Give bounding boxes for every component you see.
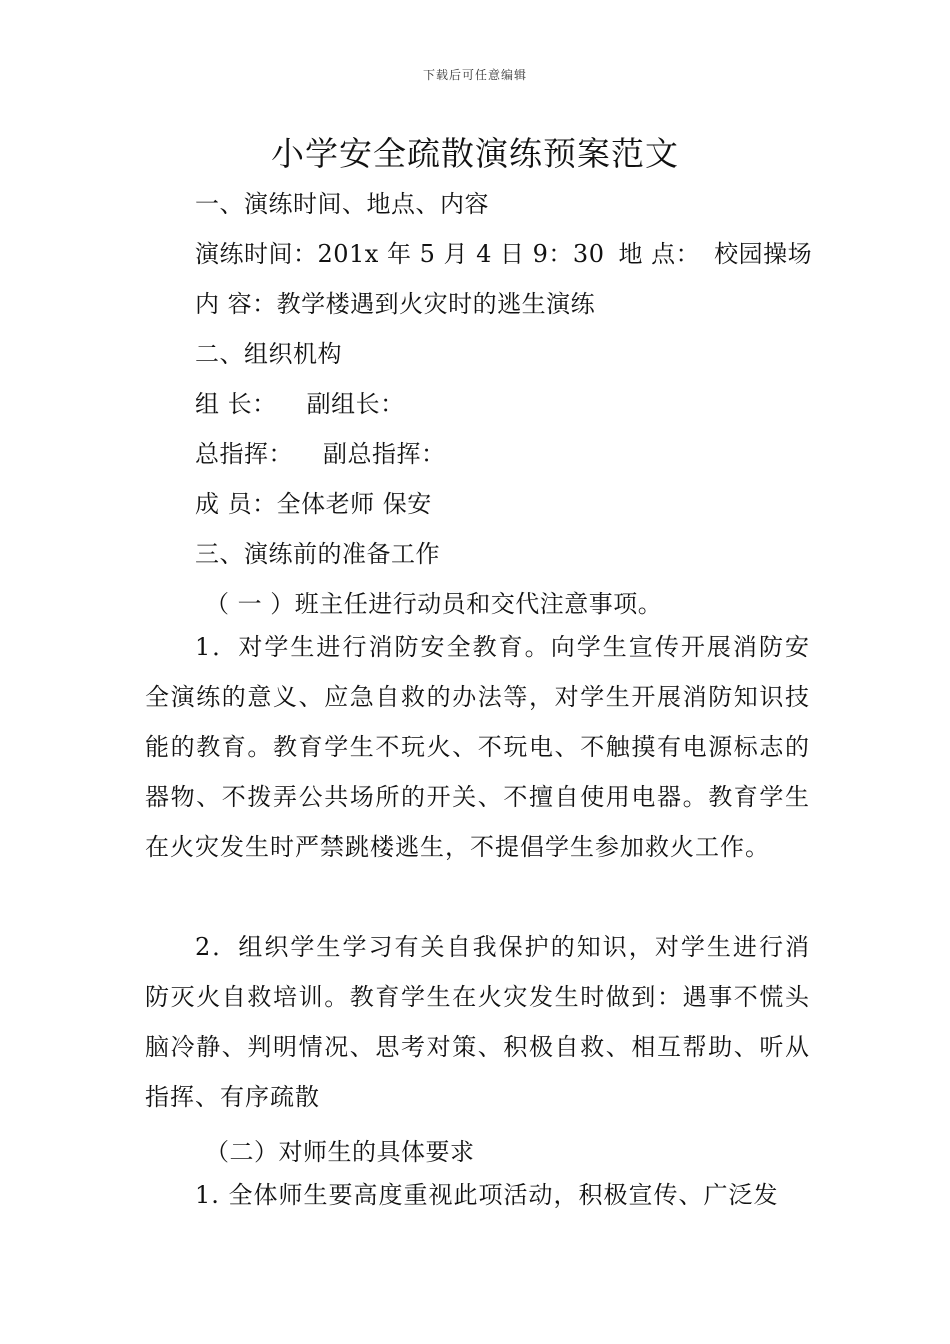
drill-content-value: 教学楼遇到火灾时的逃生演练 [276,290,596,318]
drill-content-label: 内 容： [195,290,277,318]
leader-label: 组 长： [195,390,277,418]
commander-line [195,434,446,469]
item2-paragraph: 2．组织学生学习有关自我保护的知识，对学生进行消防灭火自救培训。教育学生在火灾发生时做到：遇事不慌头脑冷静、判明情况、思考对策、积极自救、相互帮助、听从指挥、有序疏散 [145,933,810,1111]
section2-heading: 二、组织机构 [195,340,342,368]
leader-line [195,384,405,419]
subsection1-heading: （ 一 ）班主任进行动员和交代注意事项。 [205,590,663,618]
drill-place-label: 地 点： [618,240,701,268]
members-value: 全体老师 保安 [276,490,432,518]
drill-place-value: 校园操场 [714,240,813,268]
members-label: 成 员： [195,490,277,518]
deputy-leader-label: 副组长： [306,390,405,418]
drill-time-line [195,234,812,269]
drill-time-value: 201x 年 5 月 4 日 9：30 [317,240,605,268]
item3-paragraph: 1. 全体师生要高度重视此项活动，积极宣传、广泛发 [195,1181,779,1209]
drill-content-line [195,284,595,319]
commander-label: 总指挥： [195,440,293,468]
drill-time-label: 演练时间： [195,240,318,268]
section3-heading: 三、演练前的准备工作 [195,540,440,568]
item1-paragraph: 1．对学生进行消防安全教育。向学生宣传开展消防安全演练的意义、应急自救的办法等，对学生开展消防知识技能的教育。教育学生不玩火、不玩电、不触摸有电源标志的器物、不拨弄公共场所的开关、不擅自使用电器。教育学生在火灾发生时严禁跳楼逃生，不提倡学生参加救火工作。 [145,633,810,861]
section1-heading: 一、演练时间、地点、内容 [195,190,489,218]
header-note: 下载后可任意编辑 [422,68,527,82]
members-line [195,484,432,519]
subsection2-heading: （二）对师生的具体要求 [205,1138,475,1166]
deputy-commander-label: 副总指挥： [323,440,446,468]
document-title: 小学安全疏散演练预案范文 [271,134,679,173]
